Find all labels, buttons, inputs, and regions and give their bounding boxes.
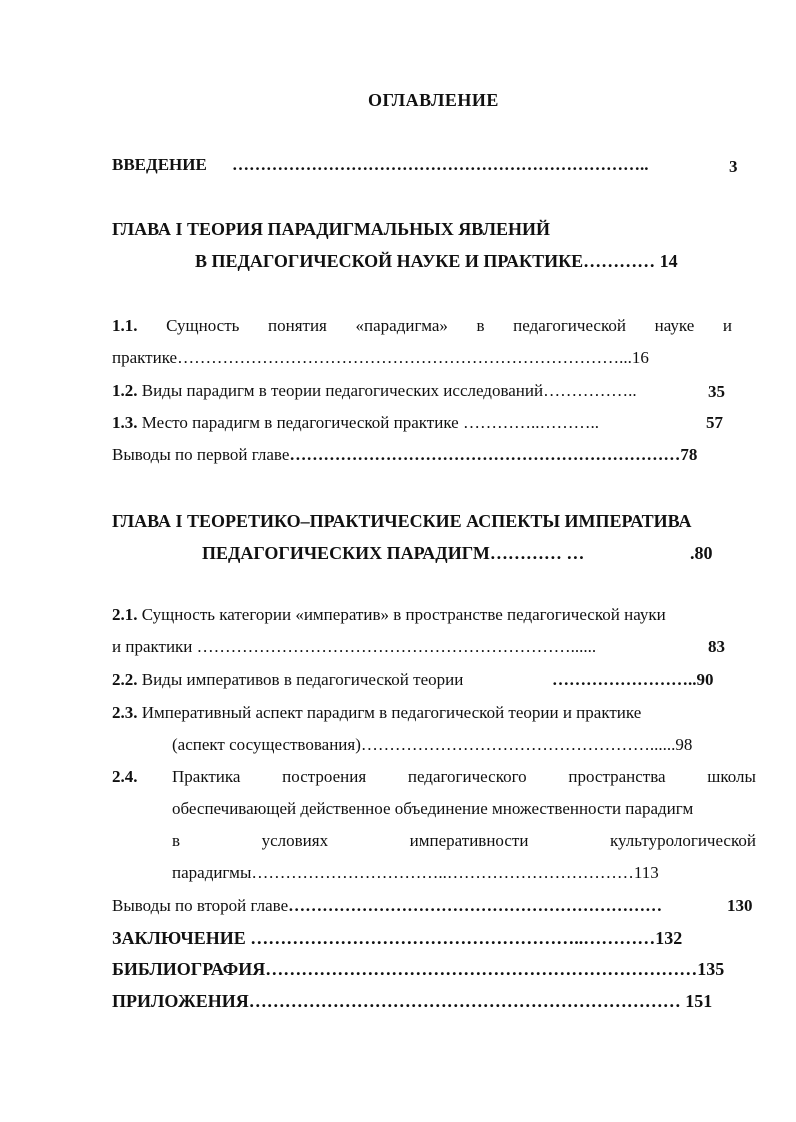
toc-section-text: Виды императивов в педагогической теории — [137, 670, 464, 689]
toc-section-2-2-dots: ……………………..90 — [552, 670, 714, 689]
toc-word: императивности — [409, 831, 529, 850]
toc-conclusions-text: Выводы по первой главе — [112, 445, 290, 464]
toc-word: педагогического — [407, 767, 527, 786]
toc-section-2-4-line2[interactable]: обеспечивающей действенное объединение множественности парадигм — [172, 799, 694, 818]
toc-section-2-4-number: 2.4. — [112, 767, 138, 786]
toc-section-text: Сущность категории «императив» в пространстве педагогической науки — [137, 605, 666, 624]
toc-section-2-3-line1[interactable] — [112, 702, 641, 724]
toc-conclusion-label: ЗАКЛЮЧЕНИЕ — [112, 928, 246, 948]
toc-conclusions-text: Выводы по второй главе — [112, 896, 289, 915]
toc-appendix-dots: ……………………………………………………………… 151 — [248, 991, 713, 1011]
toc-word: школы — [707, 767, 756, 786]
toc-conclusions-2[interactable] — [112, 895, 662, 917]
toc-word: «парадигма» — [355, 316, 448, 335]
toc-bibliography-label: БИБЛИОГРАФИЯ — [112, 959, 266, 979]
toc-intro-label[interactable]: ВВЕДЕНИЕ — [112, 155, 207, 174]
toc-word: понятия — [268, 316, 327, 335]
toc-section-2-2[interactable] — [112, 669, 463, 691]
toc-section-text: Место парадигм в педагогической практике …………..……….. — [137, 413, 599, 432]
toc-section-2-4-line4[interactable]: парадигмы……………………………..……………………………113 — [172, 863, 659, 882]
toc-word: науке — [654, 316, 695, 335]
toc-section-1-3[interactable] — [112, 412, 599, 434]
toc-section-2-1-line1[interactable] — [112, 604, 666, 626]
toc-intro-dots: ……………………………………………………………….. — [232, 155, 649, 174]
toc-section-1-3-page: 57 — [706, 413, 723, 432]
toc-section-number: 1.3. — [112, 413, 138, 432]
toc-word: построения — [282, 767, 367, 786]
toc-word: Сущность — [166, 316, 240, 335]
toc-appendix[interactable] — [112, 990, 712, 1012]
toc-word: условиях — [261, 831, 329, 850]
toc-section-number: 2.3. — [112, 703, 138, 722]
toc-word: и — [722, 316, 732, 335]
toc-section-2-1-page: 83 — [708, 637, 725, 656]
toc-conclusions-2-page: 130 — [727, 896, 753, 915]
toc-word: Практика — [172, 767, 241, 786]
toc-section-text: Виды парадигм в теории педагогических исследований…………….. — [137, 381, 637, 400]
toc-word: в — [172, 831, 181, 850]
toc-bibliography[interactable] — [112, 958, 724, 980]
toc-section-number: 2.1. — [112, 605, 138, 624]
toc-conclusion-dots: ………………………………………………..…………132 — [245, 928, 683, 948]
toc-section-2-3-line2[interactable]: (аспект сосуществования)……………………………………………......98 — [172, 735, 693, 754]
toc-section-2-4-line1[interactable] — [172, 766, 756, 788]
toc-chapter2-page: .80 — [690, 543, 713, 563]
toc-bibliography-dots: ………………………………………………………………135 — [265, 959, 725, 979]
toc-section-number: 1.2. — [112, 381, 138, 400]
toc-section-text: Императивный аспект парадигм в педагогической теории и практике — [137, 703, 642, 722]
toc-section-1-2[interactable] — [112, 380, 637, 402]
toc-chapter2-line2[interactable]: ПЕДАГОГИЧЕСКИХ ПАРАДИГМ………… … — [202, 543, 585, 563]
page-title: ОГЛАВЛЕНИЕ — [368, 90, 499, 110]
toc-chapter2-line1[interactable]: ГЛАВА I ТЕОРЕТИКО–ПРАКТИЧЕСКИЕ АСПЕКТЫ ИМПЕРАТИВА — [112, 511, 692, 531]
toc-word: 1.1. — [112, 316, 138, 335]
toc-conclusions-1[interactable] — [112, 444, 697, 466]
toc-section-1-1-line2[interactable]: практике……………………………………………………………………...16 — [112, 348, 649, 367]
toc-section-2-1-line2[interactable]: и практики …………………………………………………………...... — [112, 637, 597, 656]
toc-word: культурологической — [610, 831, 756, 850]
toc-intro-page: 3 — [729, 157, 738, 176]
toc-conclusions-dots: ……………………………………………………………78 — [289, 445, 698, 464]
toc-section-number: 2.2. — [112, 670, 138, 689]
toc-appendix-label: ПРИЛОЖЕНИЯ — [112, 991, 249, 1011]
toc-chapter1-line1[interactable]: ГЛАВА I ТЕОРИЯ ПАРАДИГМАЛЬНЫХ ЯВЛЕНИЙ — [112, 219, 551, 239]
toc-section-1-2-page: 35 — [708, 382, 725, 401]
toc-conclusions-dots: ………………………………………………………… — [288, 896, 663, 915]
toc-word: пространства — [568, 767, 666, 786]
toc-conclusion[interactable] — [112, 927, 682, 949]
toc-section-1-1-line1[interactable] — [112, 315, 732, 337]
toc-chapter1-line2[interactable]: В ПЕДАГОГИЧЕСКОЙ НАУКЕ И ПРАКТИКЕ………… 14 — [195, 251, 678, 271]
toc-word: в — [476, 316, 485, 335]
toc-word: педагогической — [513, 316, 626, 335]
toc-section-2-4-line3[interactable] — [172, 830, 756, 852]
